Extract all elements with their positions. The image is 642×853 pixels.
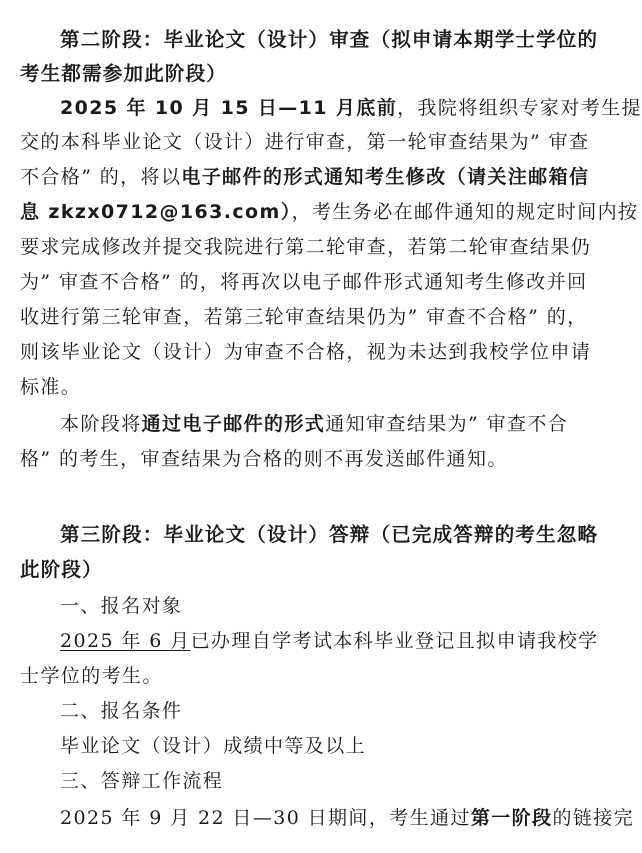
section1-line1: 2025 年 6 月已办理自学考试本科毕业登记且拟申请我校学	[60, 630, 599, 652]
stage2-paragraph1-line1: 2025 年 10 月 15 日—11 月底前，我院将组织专家对考生提	[60, 97, 642, 119]
stage2-heading-line1: 第二阶段：毕业论文（设计）审查（拟申请本期学士学位的	[60, 28, 599, 51]
stage2-paragraph1-line9: 标准。	[20, 376, 82, 398]
stage2-paragraph2-line2: 格” 的考生，审查结果为合格的则不再发送邮件通知。	[20, 448, 508, 470]
contact-email: 息 zkzx0712@163.com）	[20, 201, 292, 223]
stage2-paragraph2-line1: 本阶段将通过电子邮件的形式通知审查结果为” 审查不合	[60, 413, 569, 435]
stage2-paragraph1-line5: 要求完成修改并提交我院进行第二轮审查，若第二轮审查结果仍	[20, 236, 592, 258]
section2-line1: 毕业论文（设计）成绩中等及以上	[60, 735, 367, 757]
section3-line1: 2025 年 9 月 22 日—30 日期间，考生通过第一阶段的链接完	[60, 807, 635, 829]
registration-date: 2025 年 6 月	[60, 630, 191, 652]
email-form-emphasis: 通过电子邮件的形式	[141, 413, 326, 435]
stage2-paragraph1-line4: 息 zkzx0712@163.com），考生务必在邮件通知的规定时间内按	[20, 201, 639, 223]
stage3-heading-line2: 此阶段）	[20, 558, 103, 581]
section1-title: 一、报名对象	[60, 595, 183, 617]
section1-line2: 士学位的考生。	[20, 665, 163, 687]
section3-title: 三、答辩工作流程	[60, 770, 224, 792]
stage2-paragraph1-line7: 收进行第三轮审查，若第三轮审查结果仍为” 审查不合格” 的，	[20, 306, 588, 328]
stage1-reference: 第一阶段	[470, 807, 553, 829]
section2-title: 二、报名条件	[60, 700, 183, 722]
stage2-heading-line2: 考生都需参加此阶段）	[20, 62, 228, 85]
stage3-heading-line1: 第三阶段：毕业论文（设计）答辩（已完成答辩的考生忽略	[60, 523, 599, 546]
stage2-paragraph1-line8: 则该毕业论文（设计）为审查不合格，视为未达到我校学位申请	[20, 341, 592, 363]
review-period: 2025 年 10 月 15 日—11 月底前	[60, 97, 398, 119]
stage2-paragraph1-line2: 交的本科毕业论文（设计）进行审查，第一轮审查结果为” 审查	[20, 131, 590, 153]
stage2-paragraph1-line3: 不合格” 的，将以电子邮件的形式通知考生修改（请关注邮箱信	[20, 166, 590, 188]
email-notice-emphasis: 电子邮件的形式通知考生修改	[181, 166, 447, 188]
stage2-paragraph1-line6: 为” 审查不合格” 的，将再次以电子邮件形式通知考生修改并回	[20, 271, 588, 293]
